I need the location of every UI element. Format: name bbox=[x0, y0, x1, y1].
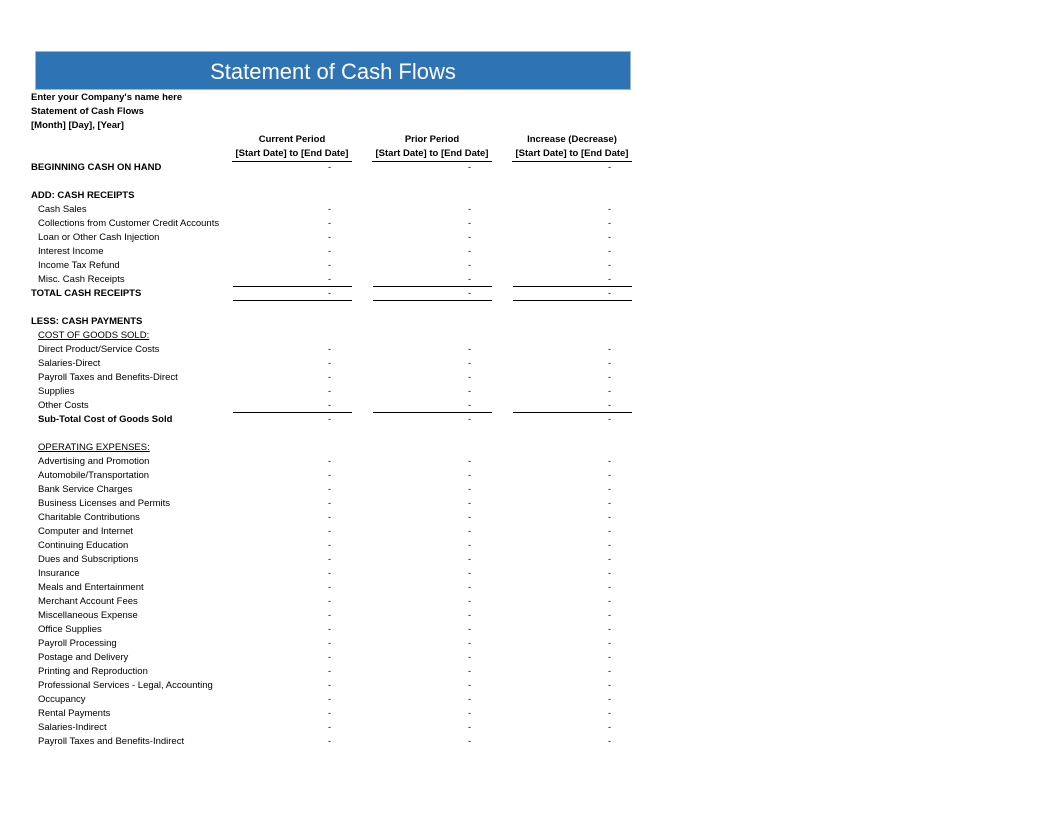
cell-value-col-1[interactable]: - bbox=[328, 232, 332, 243]
cell-value-col-2[interactable]: - bbox=[468, 344, 472, 355]
cell-value-col-2[interactable]: - bbox=[468, 694, 472, 705]
row-label: Occupancy bbox=[38, 694, 86, 705]
row-label: Merchant Account Fees bbox=[38, 596, 138, 607]
cell-value-col-3[interactable]: - bbox=[608, 708, 612, 719]
cell-value-col-2[interactable]: - bbox=[468, 568, 472, 579]
cell-value-col-1[interactable]: - bbox=[328, 624, 332, 635]
cell-value-col-2[interactable]: - bbox=[468, 260, 472, 271]
cell-value-col-2[interactable]: - bbox=[468, 386, 472, 397]
cell-value-col-3[interactable]: - bbox=[608, 694, 612, 705]
row-label: Payroll Processing bbox=[38, 638, 117, 649]
cell-value-col-3[interactable]: - bbox=[608, 666, 612, 677]
row-label: Other Costs bbox=[38, 400, 89, 411]
cell-value-col-3[interactable]: - bbox=[608, 232, 612, 243]
cell-value-col-2[interactable]: - bbox=[468, 708, 472, 719]
row-label: Office Supplies bbox=[38, 624, 102, 635]
cell-value-col-2[interactable]: - bbox=[468, 204, 472, 215]
cell-value-col-3[interactable]: - bbox=[608, 568, 612, 579]
subtotal-rule bbox=[513, 412, 632, 413]
row-label: Payroll Taxes and Benefits-Indirect bbox=[38, 736, 185, 747]
row-label: Interest Income bbox=[38, 246, 104, 257]
total-rule bbox=[513, 300, 632, 301]
cell-value-col-2[interactable]: - bbox=[468, 288, 472, 299]
column-dates-current-period[interactable]: [Start Date] to [End Date] bbox=[232, 147, 352, 162]
cell-value-col-3[interactable]: - bbox=[608, 400, 612, 411]
row-label: Postage and Delivery bbox=[38, 652, 129, 663]
cell-value-col-1[interactable]: - bbox=[328, 666, 332, 677]
statement-title-banner: Statement of Cash Flows bbox=[35, 51, 631, 90]
cell-value-col-1[interactable]: - bbox=[328, 414, 332, 425]
cell-value-col-2[interactable]: - bbox=[468, 456, 472, 467]
row-label: ADD: CASH RECEIPTS bbox=[31, 190, 135, 201]
row-label: Meals and Entertainment bbox=[38, 582, 144, 593]
cell-value-col-2[interactable]: - bbox=[468, 372, 472, 383]
cell-value-col-3[interactable]: - bbox=[608, 582, 612, 593]
row-label: Direct Product/Service Costs bbox=[38, 344, 160, 355]
cell-value-col-1[interactable]: - bbox=[328, 400, 332, 411]
cell-value-col-2[interactable]: - bbox=[468, 736, 472, 747]
cell-value-col-3[interactable]: - bbox=[608, 680, 612, 691]
cell-value-col-2[interactable]: - bbox=[468, 498, 472, 509]
statement-date[interactable]: [Month] [Day], [Year] bbox=[31, 120, 124, 131]
cell-value-col-3[interactable]: - bbox=[608, 246, 612, 257]
subtotal-rule bbox=[373, 286, 492, 287]
row-label: Miscellaneous Expense bbox=[38, 610, 138, 621]
cell-value-col-3[interactable]: - bbox=[608, 526, 612, 537]
total-rule bbox=[233, 300, 352, 301]
cell-value-col-3[interactable]: - bbox=[608, 638, 612, 649]
row-label: Business Licenses and Permits bbox=[38, 498, 171, 509]
row-label: Bank Service Charges bbox=[38, 484, 133, 495]
cell-value-col-1[interactable]: - bbox=[328, 344, 332, 355]
cell-value-col-2[interactable]: - bbox=[468, 540, 472, 551]
cell-value-col-1[interactable]: - bbox=[328, 722, 332, 733]
row-label: Cash Sales bbox=[38, 204, 87, 215]
cell-value-col-1[interactable]: - bbox=[328, 610, 332, 621]
cell-value-col-2[interactable]: - bbox=[468, 358, 472, 369]
cell-value-col-3[interactable]: - bbox=[608, 386, 612, 397]
total-rule bbox=[373, 300, 492, 301]
cell-value-col-1[interactable]: - bbox=[328, 358, 332, 369]
cell-value-col-1[interactable]: - bbox=[328, 568, 332, 579]
cell-value-col-2[interactable]: - bbox=[468, 624, 472, 635]
cell-value-col-3[interactable]: - bbox=[608, 218, 612, 229]
cell-value-col-1[interactable]: - bbox=[328, 694, 332, 705]
cell-value-col-3[interactable]: - bbox=[608, 554, 612, 565]
cell-value-col-3[interactable]: - bbox=[608, 624, 612, 635]
cell-value-col-2[interactable]: - bbox=[468, 484, 472, 495]
row-label: Collections from Customer Credit Accounts bbox=[38, 218, 220, 229]
cell-value-col-1[interactable]: - bbox=[328, 512, 332, 523]
cell-value-col-1[interactable]: - bbox=[328, 386, 332, 397]
cell-value-col-1[interactable]: - bbox=[328, 526, 332, 537]
cell-value-col-3[interactable]: - bbox=[608, 736, 612, 747]
cell-value-col-2[interactable]: - bbox=[468, 652, 472, 663]
cell-value-col-1[interactable]: - bbox=[328, 260, 332, 271]
cell-value-col-2[interactable]: - bbox=[468, 582, 472, 593]
cell-value-col-1[interactable]: - bbox=[328, 736, 332, 747]
row-label: Insurance bbox=[38, 568, 80, 579]
statement-name: Statement of Cash Flows bbox=[31, 106, 144, 117]
row-label: Payroll Taxes and Benefits-Direct bbox=[38, 372, 178, 383]
cell-value-col-3[interactable]: - bbox=[608, 652, 612, 663]
row-label: Computer and Internet bbox=[38, 526, 134, 537]
cell-value-col-1[interactable]: - bbox=[328, 582, 332, 593]
cell-value-col-1[interactable]: - bbox=[328, 708, 332, 719]
cell-value-col-3[interactable]: - bbox=[608, 288, 612, 299]
cell-value-col-1[interactable]: - bbox=[328, 652, 332, 663]
cell-value-col-2[interactable]: - bbox=[468, 232, 472, 243]
cell-value-col-3[interactable]: - bbox=[608, 540, 612, 551]
cell-value-col-1[interactable]: - bbox=[328, 638, 332, 649]
cell-value-col-2[interactable]: - bbox=[468, 666, 472, 677]
company-name[interactable]: Enter your Company's name here bbox=[31, 92, 183, 103]
cell-value-col-2[interactable]: - bbox=[468, 526, 472, 537]
cell-value-col-1[interactable]: - bbox=[328, 596, 332, 607]
cell-value-col-1[interactable]: - bbox=[328, 484, 332, 495]
row-label: Sub-Total Cost of Goods Sold bbox=[38, 414, 173, 425]
cell-value-col-3[interactable]: - bbox=[608, 414, 612, 425]
cell-value-col-1[interactable]: - bbox=[328, 204, 332, 215]
row-label: Continuing Education bbox=[38, 540, 129, 551]
cell-value-col-1[interactable]: - bbox=[328, 162, 332, 173]
cell-value-col-1[interactable]: - bbox=[328, 554, 332, 565]
row-label: Printing and Reproduction bbox=[38, 666, 148, 677]
row-label: Income Tax Refund bbox=[38, 260, 120, 271]
subtotal-rule bbox=[233, 412, 352, 413]
cell-value-col-1[interactable]: - bbox=[328, 540, 332, 551]
subtotal-rule bbox=[233, 286, 352, 287]
cell-value-col-3[interactable]: - bbox=[608, 498, 612, 509]
cell-value-col-2[interactable]: - bbox=[468, 470, 472, 481]
column-header-current-period: Current Period bbox=[258, 134, 326, 145]
cell-value-col-3[interactable]: - bbox=[608, 470, 612, 481]
cell-value-col-2[interactable]: - bbox=[468, 680, 472, 691]
cell-value-col-3[interactable]: - bbox=[608, 204, 612, 215]
row-label: Loan or Other Cash Injection bbox=[38, 232, 160, 243]
cell-value-col-2[interactable]: - bbox=[468, 610, 472, 621]
cell-value-col-1[interactable]: - bbox=[328, 246, 332, 257]
row-label: Advertising and Promotion bbox=[38, 456, 150, 467]
column-header-increase-decrease: Increase (Decrease) bbox=[527, 134, 617, 145]
cell-value-col-2[interactable]: - bbox=[468, 246, 472, 257]
cell-value-col-3[interactable]: - bbox=[608, 358, 612, 369]
cell-value-col-1[interactable]: - bbox=[328, 498, 332, 509]
column-dates-prior-period[interactable]: [Start Date] to [End Date] bbox=[372, 147, 492, 162]
row-label: Charitable Contributions bbox=[38, 512, 140, 523]
row-label: OPERATING EXPENSES: bbox=[38, 442, 150, 453]
cell-value-col-3[interactable]: - bbox=[608, 484, 612, 495]
cell-value-col-3[interactable]: - bbox=[608, 162, 612, 173]
cell-value-col-3[interactable]: - bbox=[608, 722, 612, 733]
cell-value-col-2[interactable]: - bbox=[468, 414, 472, 425]
row-label: Automobile/Transportation bbox=[38, 470, 150, 481]
cell-value-col-2[interactable]: - bbox=[468, 722, 472, 733]
row-label: Supplies bbox=[38, 386, 75, 397]
cell-value-col-1[interactable]: - bbox=[328, 218, 332, 229]
cell-value-col-2[interactable]: - bbox=[468, 512, 472, 523]
cell-value-col-1[interactable]: - bbox=[328, 680, 332, 691]
cell-value-col-2[interactable]: - bbox=[468, 596, 472, 607]
row-label: Misc. Cash Receipts bbox=[38, 274, 125, 285]
cell-value-col-2[interactable]: - bbox=[468, 554, 472, 565]
cell-value-col-1[interactable]: - bbox=[328, 274, 332, 285]
cell-value-col-1[interactable]: - bbox=[328, 372, 332, 383]
row-label: Professional Services - Legal, Accounting bbox=[38, 680, 213, 691]
cell-value-col-3[interactable]: - bbox=[608, 260, 612, 271]
row-label: Dues and Subscriptions bbox=[38, 554, 139, 565]
row-label: TOTAL CASH RECEIPTS bbox=[31, 288, 142, 299]
subtotal-rule bbox=[513, 286, 632, 287]
cell-value-col-3[interactable]: - bbox=[608, 372, 612, 383]
cell-value-col-3[interactable]: - bbox=[608, 274, 612, 285]
cell-value-col-3[interactable]: - bbox=[608, 512, 612, 523]
column-dates-increase-decrease[interactable]: [Start Date] to [End Date] bbox=[512, 147, 632, 162]
cell-value-col-3[interactable]: - bbox=[608, 610, 612, 621]
cell-value-col-3[interactable]: - bbox=[608, 596, 612, 607]
row-label: LESS: CASH PAYMENTS bbox=[31, 316, 143, 327]
cell-value-col-1[interactable]: - bbox=[328, 456, 332, 467]
cell-value-col-2[interactable]: - bbox=[468, 218, 472, 229]
row-label: Salaries-Indirect bbox=[38, 722, 107, 733]
row-label: COST OF GOODS SOLD: bbox=[38, 330, 150, 341]
row-label: BEGINNING CASH ON HAND bbox=[31, 162, 162, 173]
column-header-prior-period: Prior Period bbox=[404, 134, 460, 145]
cell-value-col-2[interactable]: - bbox=[468, 274, 472, 285]
cell-value-col-1[interactable]: - bbox=[328, 470, 332, 481]
cell-value-col-3[interactable]: - bbox=[608, 456, 612, 467]
subtotal-rule bbox=[373, 412, 492, 413]
cell-value-col-1[interactable]: - bbox=[328, 288, 332, 299]
cell-value-col-2[interactable]: - bbox=[468, 162, 472, 173]
cell-value-col-2[interactable]: - bbox=[468, 638, 472, 649]
cell-value-col-3[interactable]: - bbox=[608, 344, 612, 355]
cell-value-col-2[interactable]: - bbox=[468, 400, 472, 411]
row-label: Salaries-Direct bbox=[38, 358, 101, 369]
row-label: Rental Payments bbox=[38, 708, 111, 719]
